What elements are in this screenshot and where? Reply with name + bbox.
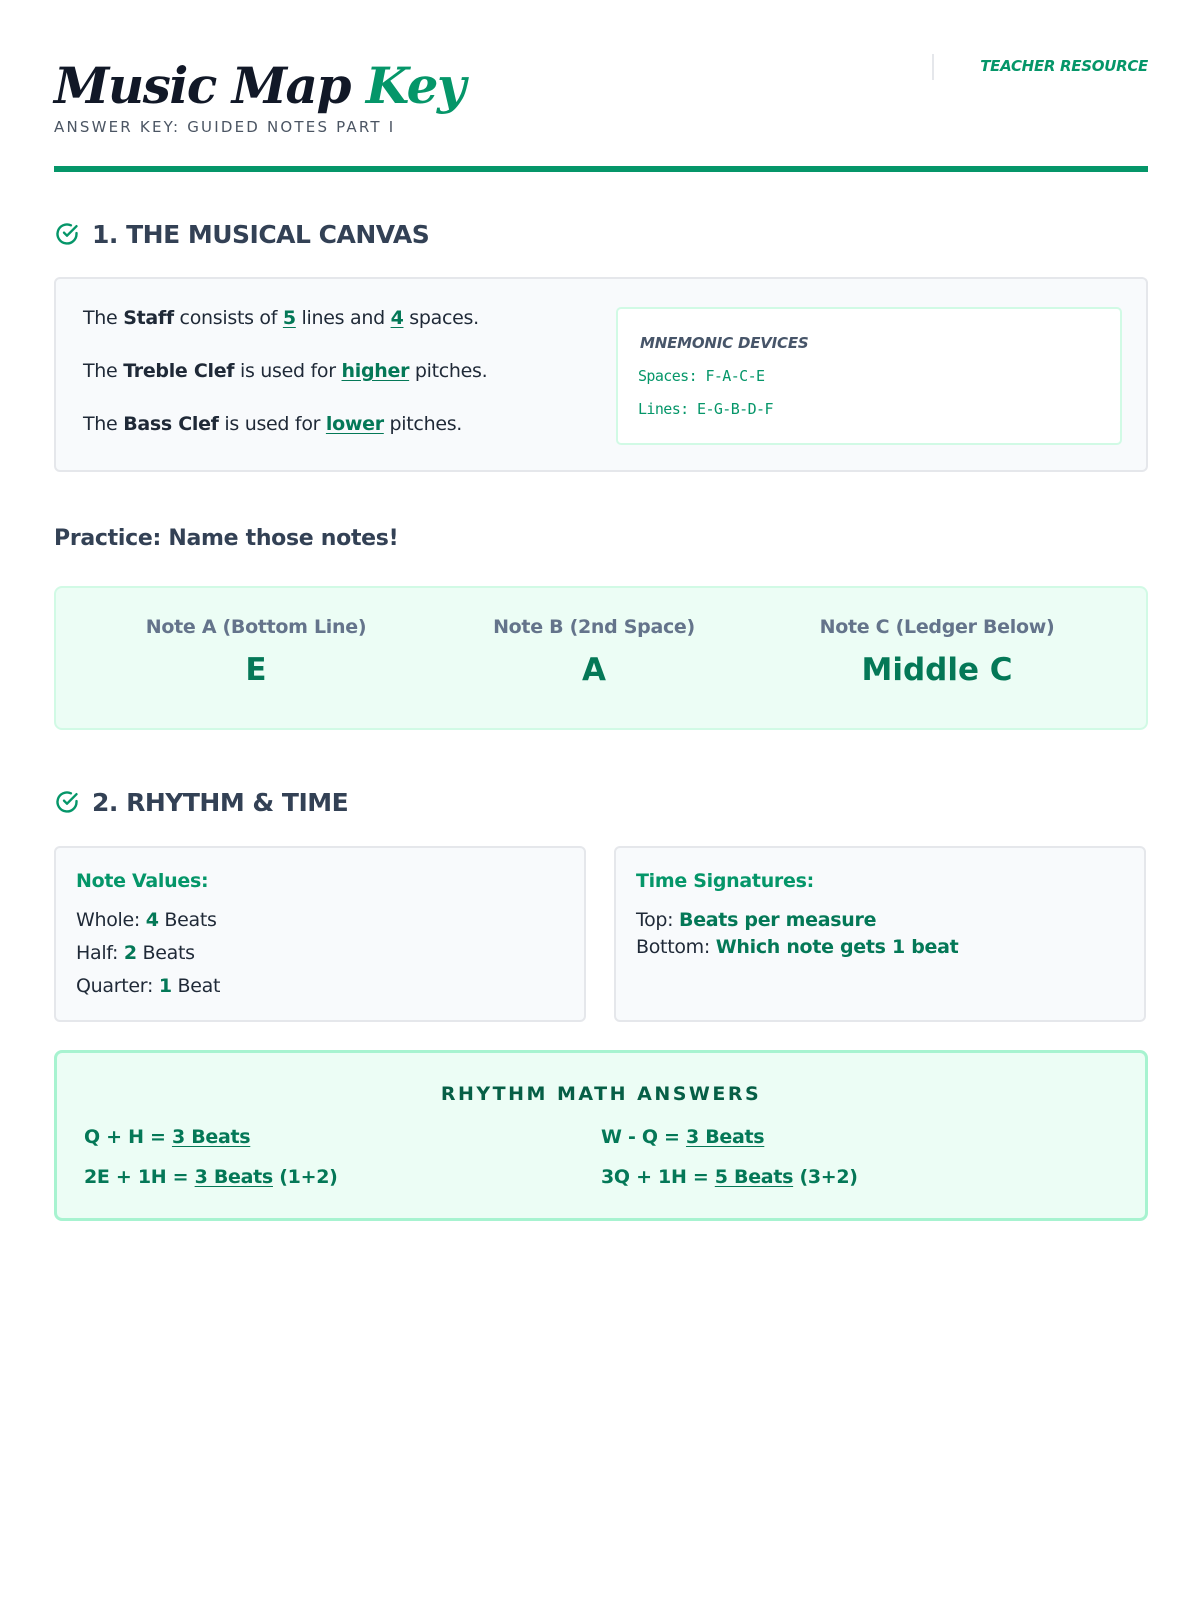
- text: The: [83, 307, 124, 329]
- text: pitches.: [383, 413, 463, 435]
- note: (3+2): [793, 1166, 858, 1188]
- title-main: Music Map: [54, 56, 350, 115]
- worksheet-page: [54, 0, 1148, 1600]
- text: spaces.: [403, 307, 479, 329]
- note-values-panel: [54, 846, 586, 1022]
- check-circle-icon: [54, 789, 80, 815]
- page-subtitle: ANSWER KEY: GUIDED NOTES PART I: [54, 118, 396, 136]
- text: consists of: [173, 307, 283, 329]
- note-c-label: Note C (Ledger Below): [819, 616, 1055, 638]
- text: is used for: [218, 413, 326, 435]
- note-values-title: Note Values:: [76, 870, 209, 892]
- mnemonic-title: MNEMONIC DEVICES: [640, 334, 809, 352]
- row-unit: Beat: [171, 975, 221, 997]
- note-b-label: Note B (2nd Space): [493, 616, 695, 638]
- row-answer: 1: [158, 975, 172, 997]
- section-2-heading: [54, 784, 348, 820]
- practice-title: Practice: Name those notes!: [54, 526, 399, 551]
- note-c-answer: Middle C: [861, 652, 1013, 688]
- row-label: Quarter:: [76, 975, 159, 997]
- row-label: Bottom:: [636, 936, 716, 958]
- note-b-answer: A: [582, 652, 606, 688]
- text: pitches.: [409, 360, 488, 382]
- mnemonic-lines: Lines: E-G-B-D-F: [638, 400, 773, 418]
- practice-panel: [54, 586, 1148, 730]
- teacher-resource-tag: TEACHER RESOURCE: [980, 57, 1148, 75]
- staff-sentence: [83, 307, 479, 329]
- header-divider: [932, 54, 934, 80]
- expression: Q + H =: [84, 1126, 172, 1148]
- rhythm-math-item: [601, 1126, 764, 1148]
- rhythm-math-item: [84, 1126, 250, 1148]
- header: [54, 52, 1148, 172]
- note-value-row: [76, 975, 220, 997]
- rhythm-math-title: RHYTHM MATH ANSWERS: [440, 1083, 762, 1105]
- row-answer: Beats per measure: [679, 909, 877, 931]
- expression: W - Q =: [601, 1126, 686, 1148]
- note-value-row: [76, 909, 217, 931]
- answer-spaces-count: 4: [390, 307, 404, 329]
- expression: 3Q + 1H =: [601, 1166, 715, 1188]
- header-rule: [54, 166, 1148, 172]
- time-signature-row: [636, 909, 876, 931]
- rhythm-math-item: [84, 1166, 338, 1188]
- rhythm-math-item: [601, 1166, 858, 1188]
- text: The: [83, 413, 124, 435]
- answer: 3 Beats: [685, 1126, 765, 1148]
- text: lines and: [295, 307, 391, 329]
- section-1-title: 1. THE MUSICAL CANVAS: [92, 219, 430, 249]
- time-signatures-panel: [614, 846, 1146, 1022]
- check-circle-icon: [54, 221, 80, 247]
- note-a-answer: E: [245, 652, 267, 688]
- term-treble-clef: Treble Clef: [123, 360, 235, 382]
- term-staff: Staff: [123, 307, 174, 329]
- row-label: Top:: [636, 909, 680, 931]
- mnemonic-box: [616, 307, 1122, 445]
- note-b-card: [424, 616, 764, 688]
- page-title: [54, 58, 465, 113]
- title-accent: Key: [365, 56, 465, 115]
- row-label: Whole:: [76, 909, 146, 931]
- time-signature-row: [636, 936, 958, 958]
- row-label: Half:: [76, 942, 124, 964]
- musical-canvas-panel: [54, 277, 1148, 472]
- row-answer: Which note gets 1 beat: [715, 936, 959, 958]
- note-a-card: [86, 616, 426, 688]
- row-answer: 4: [145, 909, 159, 931]
- answer: 5 Beats: [714, 1166, 794, 1188]
- answer-higher: higher: [341, 360, 410, 382]
- note-c-card: [767, 616, 1107, 688]
- expression: 2E + 1H =: [84, 1166, 195, 1188]
- mnemonic-spaces: Spaces: F-A-C-E: [638, 367, 765, 385]
- answer: 3 Beats: [194, 1166, 273, 1188]
- section-2-title: 2. RHYTHM & TIME: [92, 787, 349, 817]
- row-unit: Beats: [158, 909, 217, 931]
- section-1-heading: [54, 216, 429, 252]
- term-bass-clef: Bass Clef: [123, 413, 219, 435]
- bass-clef-sentence: [83, 413, 462, 435]
- answer: 3 Beats: [171, 1126, 251, 1148]
- row-unit: Beats: [136, 942, 195, 964]
- rhythm-math-panel: [54, 1050, 1148, 1221]
- note-value-row: [76, 942, 195, 964]
- row-answer: 2: [123, 942, 137, 964]
- note: (1+2): [272, 1166, 338, 1188]
- answer-lower: lower: [325, 413, 384, 435]
- text: The: [83, 360, 124, 382]
- answer-lines-count: 5: [282, 307, 296, 329]
- treble-clef-sentence: [83, 360, 487, 382]
- text: is used for: [234, 360, 342, 382]
- note-a-label: Note A (Bottom Line): [145, 616, 367, 638]
- time-signatures-title: Time Signatures:: [636, 870, 814, 892]
